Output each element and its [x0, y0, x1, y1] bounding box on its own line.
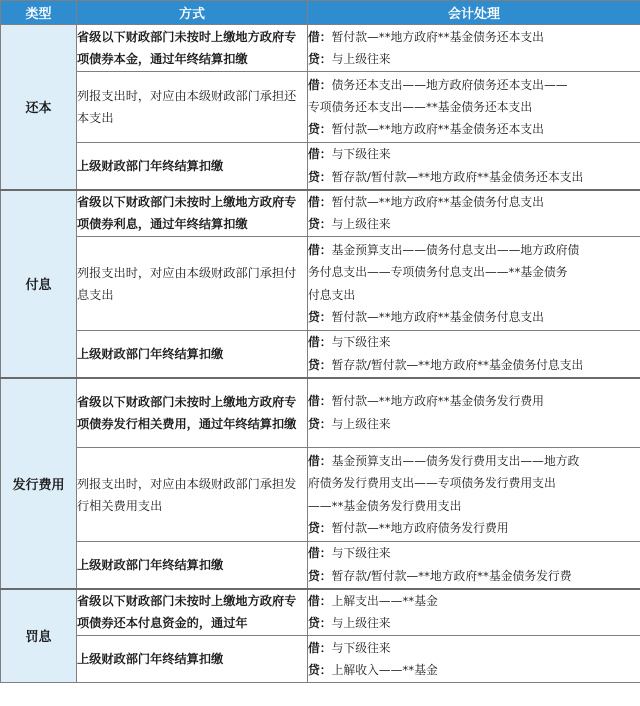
- accounting-cell: [308, 448, 640, 542]
- entry-line: [308, 542, 640, 564]
- accounting-cell: [308, 331, 640, 378]
- accounting-cell: [308, 237, 640, 331]
- table-row: [1, 589, 640, 636]
- entry-text: 与上级往来: [331, 217, 391, 232]
- header-accounting: 会计处理: [308, 1, 640, 25]
- entry-keyword: 贷：: [308, 416, 332, 431]
- entry-line: [308, 96, 640, 118]
- entry-text: 暂存款/暂付款—**地方政府**基金债务还本支出: [331, 169, 584, 184]
- entry-keyword: 贷：: [308, 357, 332, 372]
- type-cell-penalty: 罚息: [1, 589, 77, 683]
- entry-line: [308, 74, 640, 96]
- entry-line: [308, 413, 640, 435]
- entry-text: 暂付款—**地方政府**基金债务还本支出: [331, 29, 544, 44]
- accounting-cell: [308, 542, 640, 589]
- entry-text: 与下级往来: [331, 640, 391, 655]
- table-row: [1, 190, 640, 237]
- entry-keyword: 贷：: [308, 568, 332, 583]
- entry-line: [308, 306, 640, 328]
- entry-keyword: 借：: [308, 335, 332, 350]
- entry-text: 暂存款/暂付款—**地方政府**基金债务付息支出: [331, 357, 584, 372]
- entry-keyword: 借：: [308, 593, 332, 608]
- entry-text: 付息支出: [308, 287, 356, 302]
- table-header-row: [1, 1, 640, 25]
- entry-keyword: 借：: [308, 394, 332, 409]
- entry-line: [308, 143, 640, 165]
- entry-keyword: 贷：: [308, 217, 332, 232]
- entry-text: 与上级往来: [331, 52, 391, 66]
- entry-line: [308, 390, 640, 412]
- entry-text: 暂付款—**地方政府**基金债务还本支出: [331, 122, 544, 137]
- table-row: [1, 72, 640, 143]
- table-row: [1, 542, 640, 589]
- header-type: 类型: [1, 1, 77, 25]
- method-cell: 上级财政部门年终结算扣缴: [77, 636, 308, 683]
- entry-line: [308, 517, 640, 539]
- entry-keyword: 借：: [308, 77, 332, 92]
- entry-line: [308, 450, 640, 472]
- entry-line: [308, 191, 640, 213]
- type-cell-interest: 付息: [1, 190, 77, 378]
- entry-text: 与下级往来: [331, 546, 391, 561]
- method-cell: 省级以下财政部门未按时上缴地方政府专项债券发行相关费用，通过年终结算扣缴: [77, 378, 308, 448]
- entry-text: 与上级往来: [331, 616, 391, 631]
- accounting-cell: [308, 72, 640, 143]
- entry-text: 暂付款—**地方政府**基金债务发行费用: [331, 394, 544, 409]
- entry-text: 府债务发行费用支出——专项债务发行费用支出: [308, 476, 556, 491]
- entry-text: 与下级往来: [331, 147, 391, 162]
- entry-keyword: 贷：: [308, 122, 332, 137]
- entry-keyword: 借：: [308, 546, 332, 561]
- entry-line: [308, 354, 640, 376]
- entry-keyword: 贷：: [308, 309, 332, 324]
- entry-text: 暂付款—**地方政府**基金债务付息支出: [331, 194, 544, 209]
- entry-text: 专项债务还本支出——**基金债务还本支出: [308, 99, 533, 114]
- entry-line: [308, 659, 640, 681]
- entry-keyword: 贷：: [308, 520, 332, 535]
- entry-line: [308, 118, 640, 140]
- entry-line: [308, 331, 640, 353]
- entry-line: [308, 213, 640, 235]
- entry-keyword: 借：: [308, 242, 332, 257]
- accounting-cell: [308, 636, 640, 683]
- accounting-cell: [308, 190, 640, 237]
- entry-keyword: 借：: [308, 194, 332, 209]
- entry-line: [308, 284, 640, 306]
- accounting-cell: [308, 25, 640, 72]
- entry-line: [308, 48, 640, 70]
- entry-line: [308, 637, 640, 659]
- type-cell-issuance-fee: 发行费用: [1, 378, 77, 589]
- method-cell: 列报支出时，对应由本级财政部门承担发行相关费用支出: [77, 448, 308, 542]
- method-cell: 上级财政部门年终结算扣缴: [77, 331, 308, 378]
- entry-keyword: 借：: [308, 29, 332, 44]
- entry-text: 暂付款—**地方政府**基金债务付息支出: [331, 309, 544, 324]
- accounting-cell: [308, 143, 640, 190]
- entry-text: 暂付款—**地方政府债务发行费用: [331, 520, 509, 535]
- table-row: [1, 331, 640, 378]
- method-cell: 省级以下财政部门未按时上缴地方政府专项债券还本付息资金的，通过年: [77, 589, 308, 636]
- entry-text: 债务还本支出——地方政府债务还本支出——: [331, 77, 568, 92]
- entry-text: ——**基金债务发行费用支出: [308, 498, 462, 513]
- method-cell: 上级财政部门年终结算扣缴: [77, 542, 308, 589]
- header-method: 方式: [77, 1, 308, 25]
- entry-keyword: 贷：: [308, 169, 332, 184]
- accounting-cell: [308, 378, 640, 448]
- entry-text: 上解收入——**基金: [331, 663, 438, 677]
- entry-text: 基金预算支出——债务付息支出——地方政府债: [331, 242, 580, 257]
- entry-keyword: 贷：: [308, 663, 332, 677]
- method-cell: 上级财政部门年终结算扣缴: [77, 143, 308, 190]
- entry-keyword: 贷：: [308, 52, 332, 66]
- entry-line: [308, 261, 640, 283]
- table-row: [1, 378, 640, 448]
- entry-line: [308, 166, 640, 188]
- entry-line: [308, 472, 640, 494]
- type-cell-principal: 还本: [1, 25, 77, 190]
- entry-line: [308, 495, 640, 517]
- entry-keyword: 借：: [308, 147, 332, 162]
- entry-line: [308, 239, 640, 261]
- table-row: [1, 448, 640, 542]
- entry-keyword: 借：: [308, 453, 332, 468]
- entry-line: [308, 565, 640, 587]
- entry-text: 与上级往来: [331, 416, 391, 431]
- method-cell: 省级以下财政部门未按时上缴地方政府专项债券利息，通过年终结算扣缴: [77, 190, 308, 237]
- entry-text: 暂存款/暂付款—**地方政府**基金债务发行费: [331, 568, 572, 583]
- entry-text: 上解支出——**基金: [331, 593, 438, 608]
- entry-line: [308, 26, 640, 48]
- table-row: [1, 636, 640, 683]
- accounting-cell: [308, 589, 640, 636]
- method-cell: 省级以下财政部门未按时上缴地方政府专项债券本金，通过年终结算扣缴: [77, 25, 308, 72]
- entry-line: [308, 590, 640, 612]
- entry-line: [308, 612, 640, 634]
- entry-keyword: 贷：: [308, 616, 332, 631]
- entry-keyword: 借：: [308, 640, 332, 655]
- table-row: [1, 25, 640, 72]
- entry-text: 与下级往来: [331, 335, 391, 350]
- method-cell: 列报支出时，对应由本级财政部门承担付息支出: [77, 237, 308, 331]
- table-row: [1, 143, 640, 190]
- method-cell: 列报支出时，对应由本级财政部门承担还本支出: [77, 72, 308, 143]
- table-row: [1, 237, 640, 331]
- entry-text: 基金预算支出——债务发行费用支出——地方政: [331, 453, 580, 468]
- entry-text: 务付息支出——专项债务付息支出——**基金债务: [308, 265, 568, 280]
